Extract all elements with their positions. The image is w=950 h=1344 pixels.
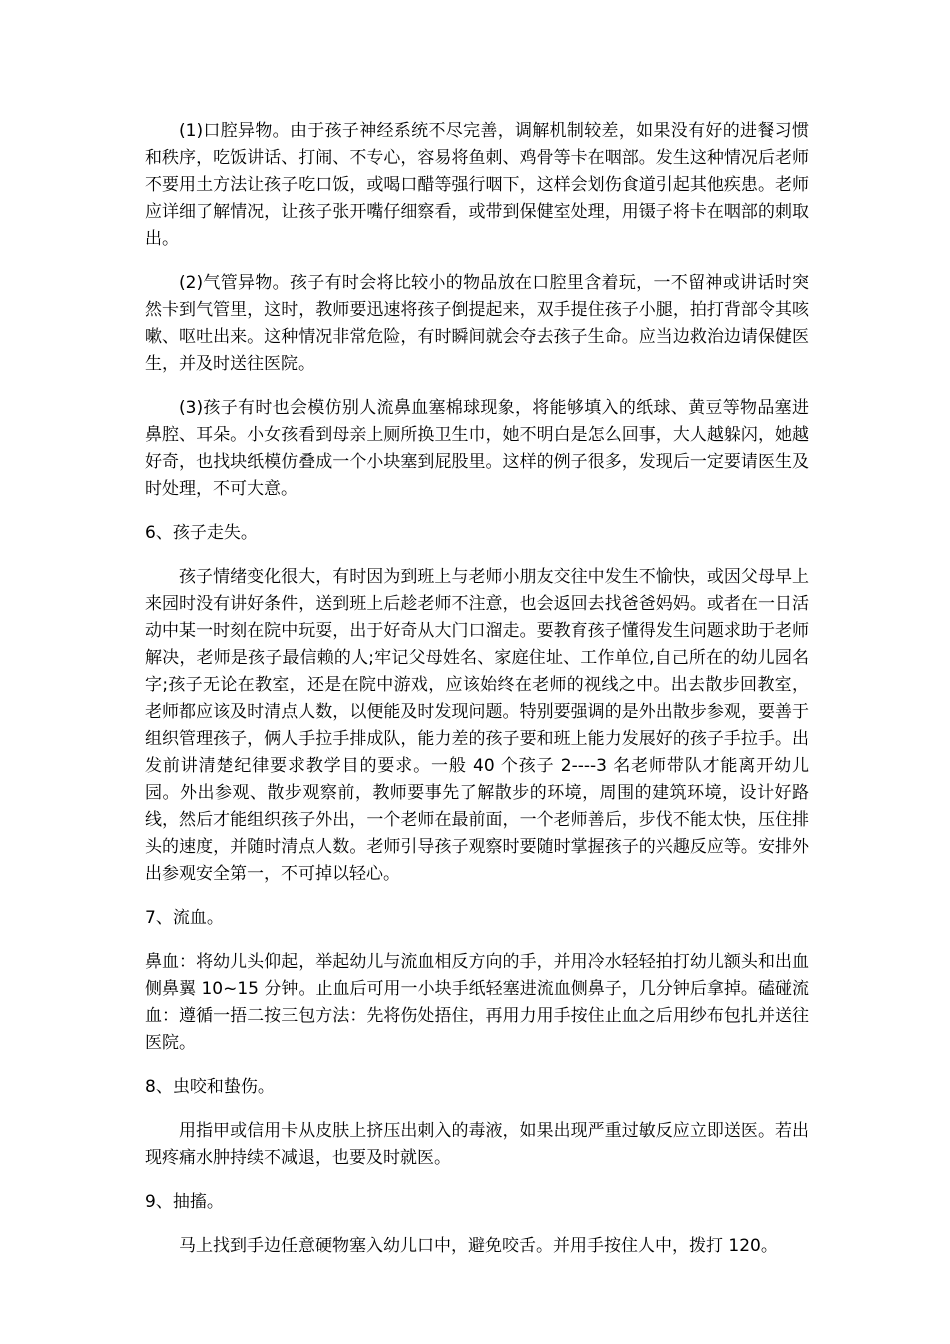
section-heading-lost-child: 6、孩子走失。 [145,523,258,543]
document-page [145,118,809,1277]
section-heading-convulsion: 9、抽搐。 [145,1192,224,1212]
paragraph-airway-foreign-body: (2)气管异物。孩子有时会将比较小的物品放在口腔里含着玩，一不留神或讲话时突然卡到气管里，这时，教师要迅速将孩子倒提起来，双手提住孩子小腿，拍打背部令其咳嗽、呕吐出来。这种情况非常危险，有时瞬间就会夺去孩子生命。应当边救治边请保健医生，并及时送往医院。 [145,273,809,374]
paragraph-lost-child: 孩子情绪变化很大，有时因为到班上与老师小朋友交往中发生不愉快，或因父母早上来园时没有讲好条件，送到班上后趁老师不注意，也会返回去找爸爸妈妈。或者在一日活动中某一时刻在院中玩耍，出于好奇从大门口溜走。要教育孩子懂得发生问题求助于老师解决，老师是孩子最信赖的人;牢记父母姓名、家庭住址、工作单位,自己所在的幼儿园名字;孩子无论在教室，还是在院中游戏，应该始终在老师的视线之中。出去散步回教室，老师都应该及时清点人数，以便能及时发现问题。特别要强调的是外出散步参观，要善于组织管理孩子，俩人手拉手排成队，能力差的孩子要和班上能力发展好的孩子手拉手。出发前讲清楚纪律要求教学目的要求。一般 40 个孩子 2----3 名老师带队才能离开幼儿园。外出参观、散步观察前，教师要事先了解散步的环境，周围的建筑环境，设计好路线，然后才能组织孩子外出，一个老师在最前面，一个老师善后，步伐不能太快，压住排头的速度，并随时清点人数。老师引导孩子观察时要随时掌握孩子的兴趣反应等。安排外出参观安全第一，不可掉以轻心。 [145,567,809,884]
paragraph-bleeding: 鼻血：将幼儿头仰起，举起幼儿与流血相反方向的手，并用冷水轻轻拍打幼儿额头和出血侧鼻翼 10~15 分钟。止血后可用一小块手纸轻塞进流血侧鼻子，几分钟后拿掉。磕碰流血：遵循一捂二按三包方法：先将伤处捂住，再用力用手按住止血之后用纱布包扎并送往医院。 [145,952,809,1053]
paragraph-oral-foreign-body: (1)口腔异物。由于孩子神经系统不尽完善，调解机制较差，如果没有好的进餐习惯和秩序，吃饭讲话、打闹、不专心，容易将鱼刺、鸡骨等卡在咽部。发生这种情况后老师不要用土方法让孩子吃口饭，或喝口醋等强行咽下，这样会划伤食道引起其他疾患。老师应详细了解情况，让孩子张开嘴仔细察看，或带到保健室处理，用镊子将卡在咽部的刺取出。 [145,121,809,249]
paragraph-insect-bites: 用指甲或信用卡从皮肤上挤压出刺入的毒液，如果出现严重过敏反应立即送医。若出现疼痛水肿持续不减退，也要及时就医。 [145,1121,809,1168]
section-heading-insect-bites: 8、虫咬和蛰伤。 [145,1077,275,1097]
paragraph-convulsion: 马上找到手边任意硬物塞入幼儿口中，避免咬舌。并用手按住人中，拨打 120。 [179,1236,778,1256]
section-heading-bleeding: 7、流血。 [145,908,224,928]
paragraph-nose-ear-foreign-body: (3)孩子有时也会模仿别人流鼻血塞棉球现象，将能够填入的纸球、黄豆等物品塞进鼻腔、耳朵。小女孩看到母亲上厕所换卫生巾，她不明白是怎么回事，大人越躲闪，她越好奇，也找块纸模仿叠成一个小块塞到屁股里。这样的例子很多，发现后一定要请医生及时处理，不可大意。 [145,398,809,499]
